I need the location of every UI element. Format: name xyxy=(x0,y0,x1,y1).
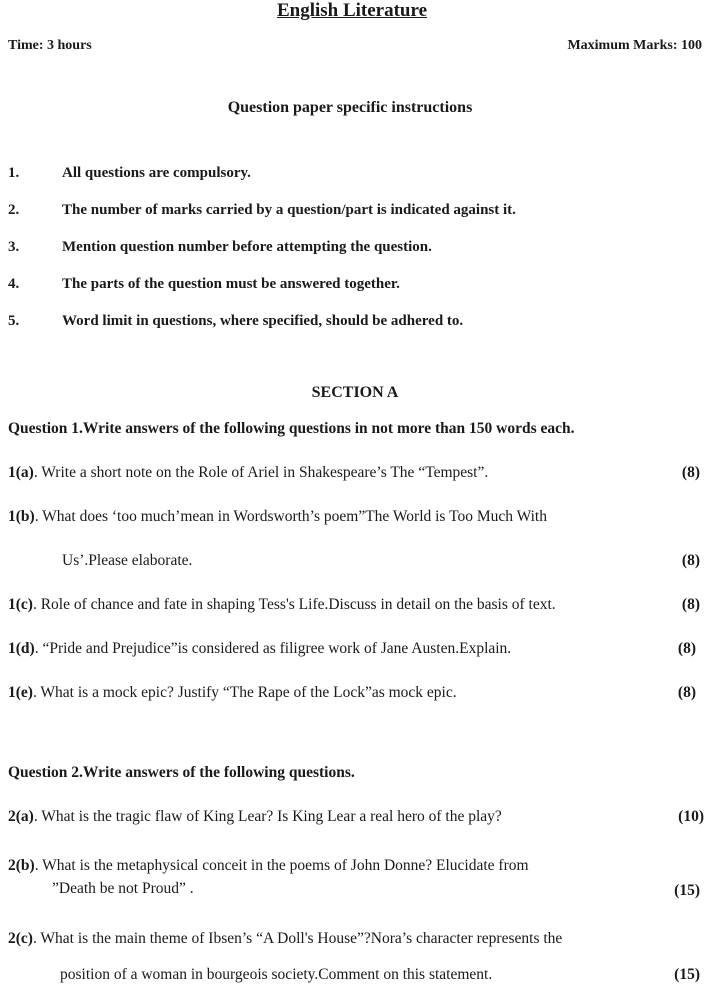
marks-label: (15) xyxy=(674,966,700,983)
question-text: . What is the tragic flaw of King Lear? Is King Lear a real hero of the play? xyxy=(33,808,502,825)
instruction-number: 2. xyxy=(8,202,20,218)
marks-label: (15) xyxy=(674,882,700,899)
question-text: . “Pride and Prejudice”is considered as filigree work of Jane Austen.Explain. xyxy=(34,640,512,657)
question-part xyxy=(8,508,547,526)
question-text: . What is the main theme of Ibsen’s “A Doll's House”?Nora’s character represents the xyxy=(32,930,563,947)
question-text-continued: ”Death be not Proud” . xyxy=(52,880,194,897)
instruction-text: All questions are compulsory. xyxy=(62,165,251,181)
question-heading: Question 1.Write answers of the following questions in not more than 150 words each. xyxy=(8,420,575,437)
question-number: 2(a) xyxy=(8,808,34,825)
question-part xyxy=(8,808,502,826)
instruction-number: 1. xyxy=(8,165,20,181)
time-label: Time: 3 hours xyxy=(8,38,92,53)
question-text: . What is the metaphysical conceit in the poems of John Donne? Elucidate from xyxy=(34,857,529,874)
marks-label: (10) xyxy=(678,808,704,825)
instruction-text: The parts of the question must be answered together. xyxy=(62,276,400,292)
instruction-text: The number of marks carried by a question/part is indicated against it. xyxy=(62,202,516,218)
instruction-text: Mention question number before attempting the question. xyxy=(62,239,432,255)
question-text: . What does ‘too much’mean in Wordsworth’s poem”The World is Too Much With xyxy=(34,508,547,525)
question-part xyxy=(8,596,556,614)
question-number: 2(b) xyxy=(8,857,35,874)
instruction-number: 5. xyxy=(8,313,20,329)
question-part xyxy=(8,930,562,948)
instructions-heading: Question paper specific instructions xyxy=(227,99,473,116)
question-text: . What is a mock epic? Justify “The Rape of the Lock”as mock epic. xyxy=(32,684,457,701)
marks-label: (8) xyxy=(681,552,700,569)
question-heading: Question 2.Write answers of the following questions. xyxy=(8,764,355,781)
section-title: SECTION A xyxy=(311,384,399,401)
marks-label: (8) xyxy=(681,596,700,613)
paper-title: English Literature xyxy=(276,0,428,21)
instruction-text: Word limit in questions, where specified, should be adhered to. xyxy=(62,313,464,329)
question-number: 1(b) xyxy=(8,508,35,525)
question-part xyxy=(8,857,529,875)
question-text: . Write a short note on the Role of Ariel in Shakespeare’s The “Tempest”. xyxy=(33,464,489,481)
question-number: 1(a) xyxy=(8,464,34,481)
marks-label: (8) xyxy=(677,640,696,657)
question-text: . Role of chance and fate in shaping Tess's Life.Discuss in detail on the basis of text. xyxy=(32,596,556,613)
question-text-continued: position of a woman in bourgeois society.Comment on this statement. xyxy=(60,966,493,983)
question-number: 1(c) xyxy=(8,596,33,613)
marks-label: (8) xyxy=(677,684,696,701)
question-number: 2(c) xyxy=(8,930,33,947)
question-text-continued: Us’.Please elaborate. xyxy=(62,552,193,569)
instruction-number: 4. xyxy=(8,276,20,292)
question-number: 1(d) xyxy=(8,640,35,657)
question-part xyxy=(8,464,488,482)
question-number: 1(e) xyxy=(8,684,33,701)
marks-label: (8) xyxy=(681,464,700,481)
max-marks-label: Maximum Marks: 100 xyxy=(567,38,702,53)
question-part xyxy=(8,684,457,702)
instruction-number: 3. xyxy=(8,239,20,255)
question-part xyxy=(8,640,511,658)
